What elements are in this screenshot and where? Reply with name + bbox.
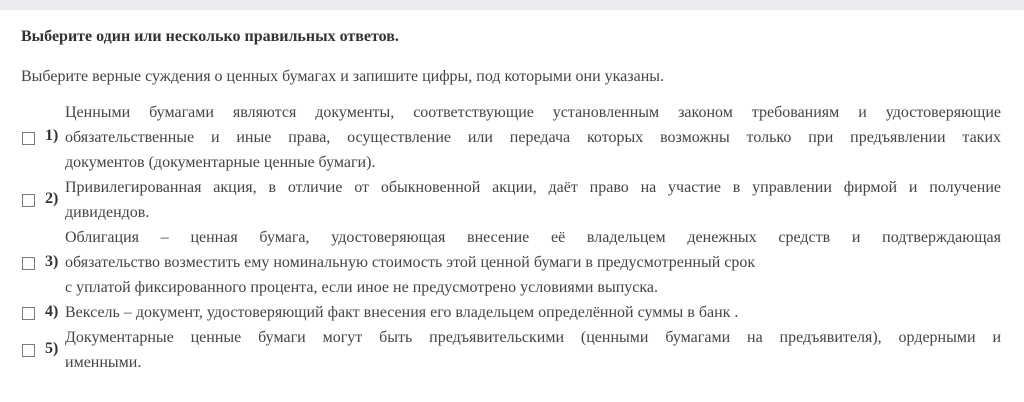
- option-5-text: [65, 325, 1001, 375]
- option-1-line: обязательственные и иные права, осуществление или передача которых возможны только при предъявлении таких: [65, 129, 1001, 146]
- option-4-checkbox[interactable]: [22, 307, 35, 320]
- option-3-line: Облигация – ценная бумага, удостоверяющая внесение её владельцем денежных средств и подтверждающая: [65, 229, 1001, 246]
- option-1-text: [65, 100, 1001, 175]
- option-2-checkbox[interactable]: [22, 194, 35, 207]
- option-4-line: Вексель – документ, удостоверяющий факт внесения его владельцем определённой суммы в банк .: [65, 304, 739, 321]
- option-5-line: именными.: [65, 354, 142, 371]
- option-1-line: Ценными бумагами являются документы, соответствующие установленным законом требованиям и удостоверяющие: [65, 104, 1001, 121]
- top-bar: [0, 0, 1024, 10]
- option-5-line: Документарные ценные бумаги могут быть предъявительскими (ценными бумагами на предъявителя), ордерными и: [65, 329, 1001, 346]
- option-3-line: с уплатой фиксированного процента, если иное не предусмотрено условиями выпуска.: [65, 279, 659, 296]
- option-5-number: 5): [45, 340, 59, 357]
- option-1-checkbox[interactable]: [22, 132, 35, 145]
- option-4-number: 4): [45, 303, 59, 320]
- option-2-line: дивидендов.: [65, 204, 150, 221]
- option-1-number: 1): [45, 127, 59, 144]
- option-1-line: документов (документарные ценные бумаги).: [65, 154, 376, 171]
- question-text: Выберите верные суждения о ценных бумагах и запишите цифры, под которыми они указаны.: [21, 68, 665, 85]
- option-3-number: 3): [45, 253, 59, 270]
- task-instruction: Выберите один или несколько правильных ответов.: [21, 28, 399, 45]
- option-2-text: [65, 175, 1001, 225]
- option-2-number: 2): [45, 190, 59, 207]
- option-3-text: [65, 225, 1001, 300]
- option-5-checkbox[interactable]: [22, 344, 35, 357]
- option-2-line: Привилегированная акция, в отличие от обыкновенной акции, даёт право на участие в управлении фирмой и получение: [65, 179, 1001, 196]
- option-3-checkbox[interactable]: [22, 257, 35, 270]
- option-4-text: [65, 300, 1001, 325]
- option-3-line: обязательство возместить ему номинальную стоимость этой ценной бумаги в предусмотренный срок: [65, 254, 756, 271]
